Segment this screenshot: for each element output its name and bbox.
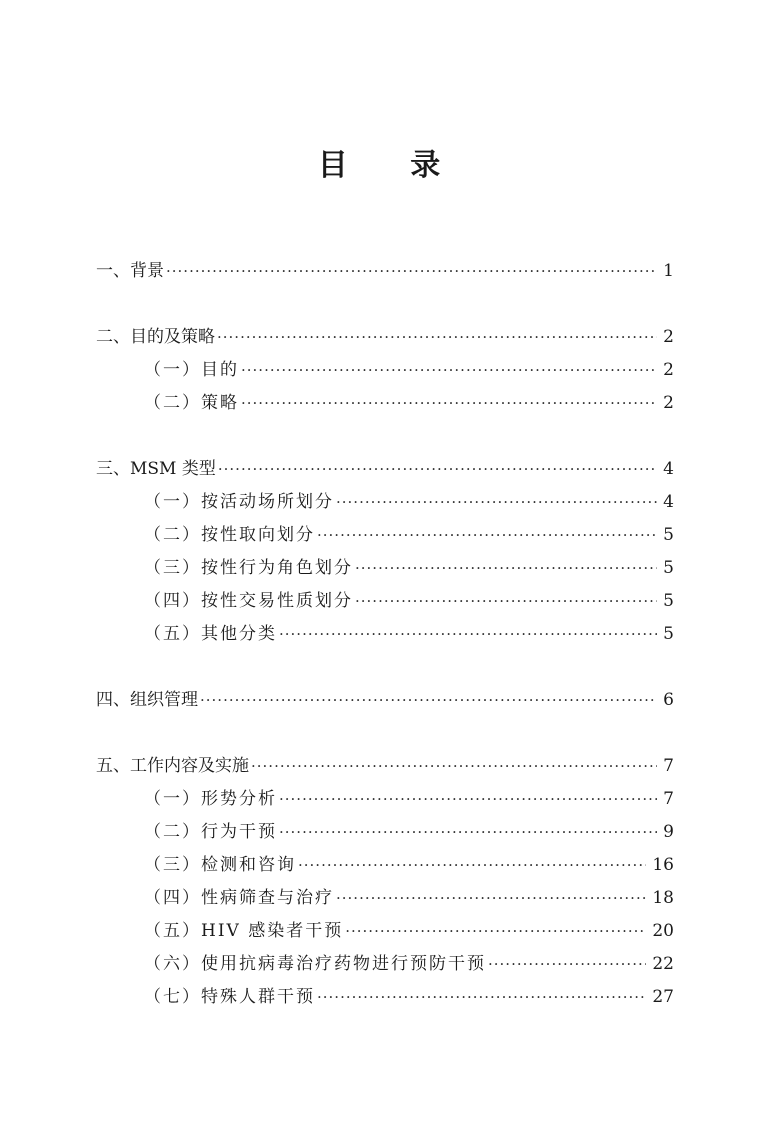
- toc-entry-label: （五）其他分类: [144, 624, 277, 644]
- toc-entry-label: 一、背景: [96, 261, 164, 281]
- toc-page-number: 5: [663, 624, 674, 644]
- dot-leader: [200, 684, 657, 717]
- toc-entry-section-5[interactable]: [96, 750, 674, 783]
- toc-page-number: 7: [663, 789, 674, 809]
- toc-page-number: 5: [663, 525, 674, 545]
- toc-page-number: 2: [663, 393, 674, 413]
- toc-entry-label: （五）HIV 感染者干预: [144, 921, 344, 941]
- table-of-contents: [96, 255, 674, 1014]
- toc-entry-label: （二）行为干预: [144, 822, 277, 842]
- toc-entry-subsection[interactable]: [96, 486, 674, 519]
- toc-page-number: 9: [663, 822, 674, 842]
- toc-entry-subsection[interactable]: [96, 948, 674, 981]
- toc-entry-subsection[interactable]: [96, 387, 674, 420]
- toc-entry-label: （三）检测和咨询: [144, 855, 296, 875]
- dot-leader: [251, 750, 657, 783]
- dot-leader: [336, 486, 657, 519]
- toc-entry-subsection[interactable]: [96, 618, 674, 651]
- dot-leader: [317, 981, 646, 1014]
- dot-leader: [218, 453, 657, 486]
- toc-page-number: 20: [652, 921, 674, 941]
- toc-entry-label: （三）按性行为角色划分: [144, 558, 353, 578]
- toc-entry-section-2[interactable]: [96, 321, 674, 354]
- dot-leader: [217, 321, 657, 354]
- toc-page-number: 1: [663, 261, 674, 281]
- dot-leader: [355, 552, 657, 585]
- toc-entry-subsection[interactable]: [96, 519, 674, 552]
- dot-leader: [317, 519, 657, 552]
- toc-page-number: 5: [663, 591, 674, 611]
- toc-page-number: 5: [663, 558, 674, 578]
- dot-leader: [298, 849, 646, 882]
- toc-page-number: 18: [652, 888, 674, 908]
- dot-leader: [488, 948, 646, 981]
- dot-leader: [279, 618, 657, 651]
- toc-page-number: 4: [663, 459, 674, 479]
- toc-entry-section-1[interactable]: [96, 255, 674, 288]
- toc-page-number: 7: [663, 756, 674, 776]
- toc-entry-section-3[interactable]: [96, 453, 674, 486]
- toc-entry-label: 五、工作内容及实施: [96, 756, 249, 776]
- toc-entry-subsection[interactable]: [96, 981, 674, 1014]
- toc-page-number: 22: [652, 954, 674, 974]
- toc-entry-label: 三、MSM 类型: [96, 459, 216, 479]
- toc-entry-subsection[interactable]: [96, 816, 674, 849]
- toc-entry-subsection[interactable]: [96, 354, 674, 387]
- toc-entry-subsection[interactable]: [96, 552, 674, 585]
- dot-leader: [166, 255, 657, 288]
- toc-entry-label: （一）按活动场所划分: [144, 492, 334, 512]
- toc-entry-subsection[interactable]: [96, 882, 674, 915]
- toc-entry-subsection[interactable]: [96, 849, 674, 882]
- dot-leader: [241, 387, 657, 420]
- dot-leader: [279, 816, 657, 849]
- dot-leader: [241, 354, 657, 387]
- toc-page-number: 2: [663, 360, 674, 380]
- toc-entry-label: （六）使用抗病毒治疗药物进行预防干预: [144, 954, 486, 974]
- toc-entry-label: 二、目的及策略: [96, 327, 215, 347]
- toc-page-number: 27: [652, 987, 674, 1007]
- dot-leader: [336, 882, 646, 915]
- toc-entry-label: （一）目的: [144, 360, 239, 380]
- toc-page-number: 4: [663, 492, 674, 512]
- dot-leader: [279, 783, 657, 816]
- toc-page-number: 6: [663, 690, 674, 710]
- toc-entry-label: （二）策略: [144, 393, 239, 413]
- toc-entry-label: （四）按性交易性质划分: [144, 591, 353, 611]
- toc-entry-subsection[interactable]: [96, 783, 674, 816]
- toc-entry-label: （二）按性取向划分: [144, 525, 315, 545]
- toc-entry-subsection[interactable]: [96, 915, 674, 948]
- toc-entry-label: （七）特殊人群干预: [144, 987, 315, 1007]
- toc-entry-label: 四、组织管理: [96, 690, 198, 710]
- toc-page-number: 2: [663, 327, 674, 347]
- toc-entry-subsection[interactable]: [96, 585, 674, 618]
- toc-page-number: 16: [652, 855, 674, 875]
- toc-entry-label: （四）性病筛查与治疗: [144, 888, 334, 908]
- dot-leader: [355, 585, 657, 618]
- page-title: 目 录: [317, 148, 467, 183]
- dot-leader: [345, 915, 646, 948]
- toc-entry-label: （一）形势分析: [144, 789, 277, 809]
- toc-entry-section-4[interactable]: [96, 684, 674, 717]
